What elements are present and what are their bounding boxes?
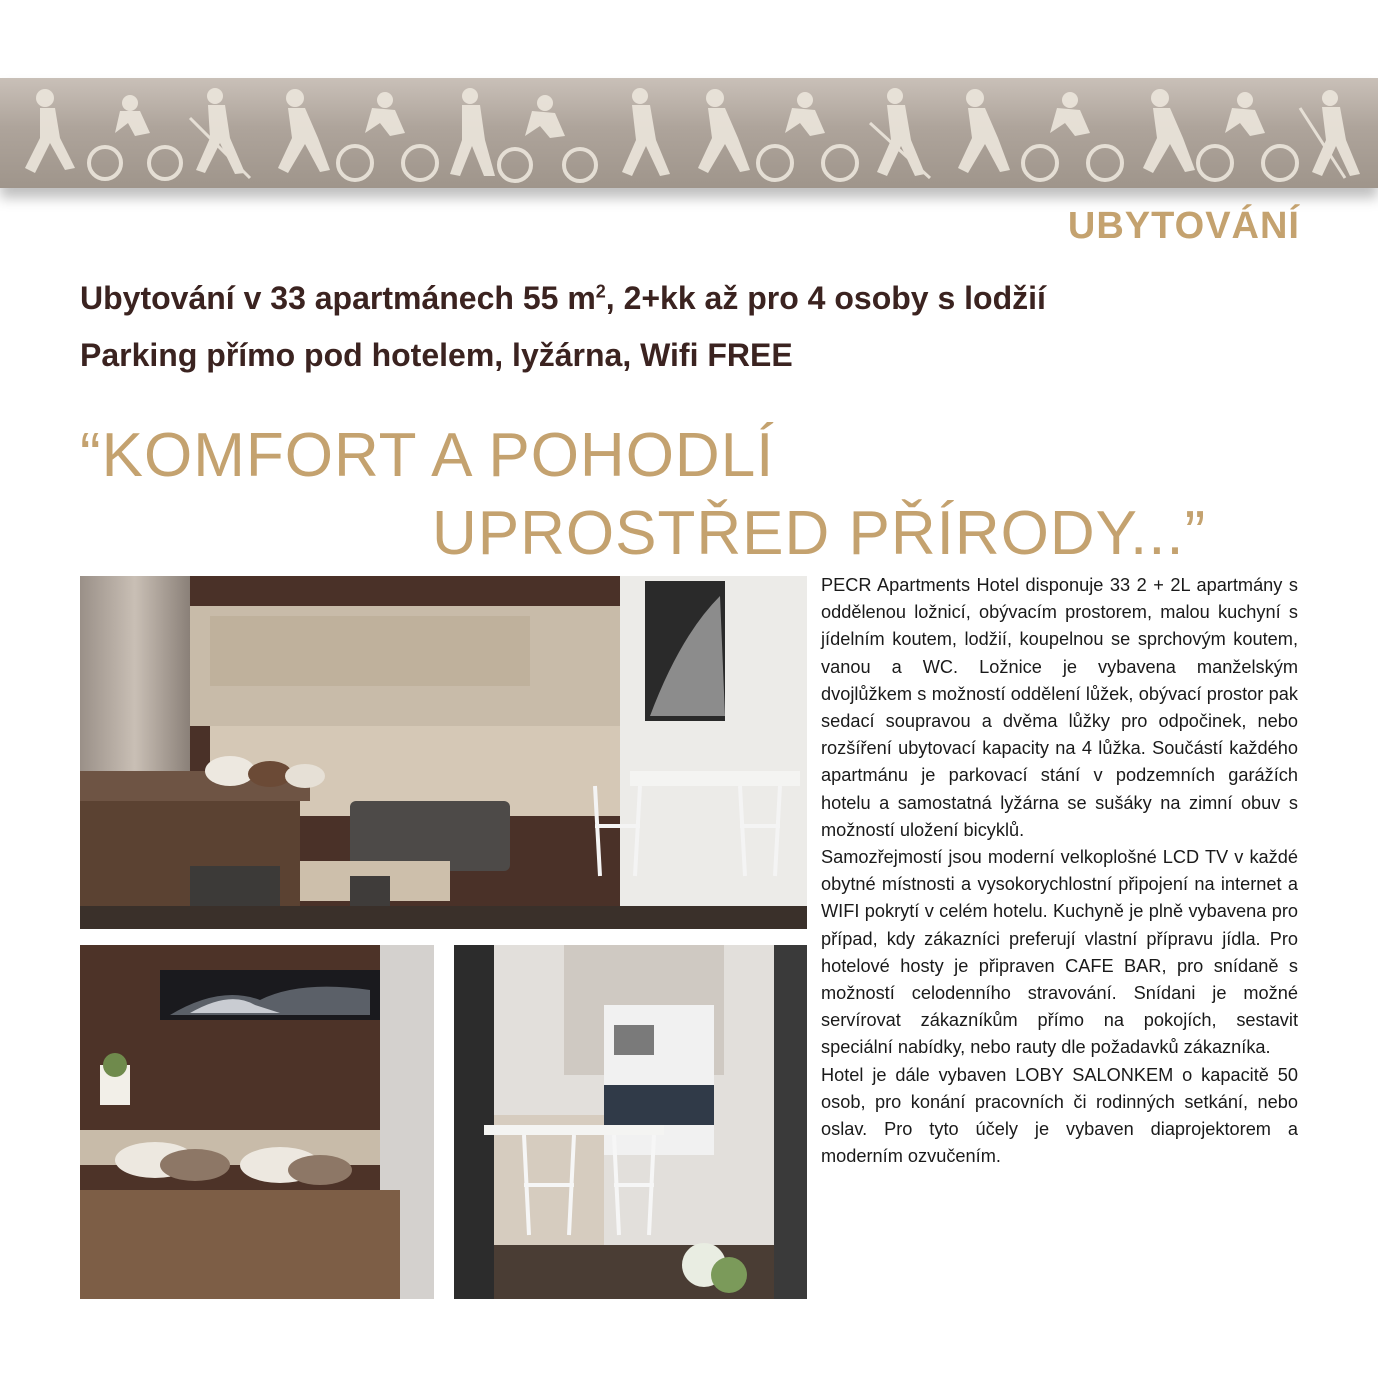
headline-amenities: Parking přímo pod hotelem, lyžárna, Wifi FREE bbox=[80, 337, 793, 373]
quote-line-1: “KOMFORT A POHODLÍ bbox=[80, 421, 775, 490]
section-title: UBYTOVÁNÍ bbox=[1067, 205, 1300, 247]
photo-bedroom bbox=[80, 945, 434, 1299]
headline-apartments-suffix: , 2+kk až pro 4 osoby s lodžií bbox=[605, 280, 1046, 316]
quote-line-2: UPROSTŘED PŘÍRODY...” bbox=[432, 499, 1207, 568]
description-paragraph-1: PECR Apartments Hotel disponuje 33 2 + 2L apartmány s oddělenou ložnicí, obývacím prostorem, malou kuchyní s jídelním koutem, lodžií, koupelnou se sprchovým koutem, vanou a WC. Ložnice je vybavena manželským dvojlůžkem s možností oddělení lůžek, obývací prostor pak sedací soupravou a dvěma lůžky pro odpočinek, nebo rozšíření ubytovací kapacity na 4 lůžka. Součástí každého apartmánu je parkovací stání v podzemních garážích hotelu a samostatná lyžárna se sušáky na zimní obuv s možností uložení bicyklů. bbox=[821, 575, 1298, 840]
description-paragraph-3: Hotel je dále vybaven LOBY SALONKEM o kapacitě 50 osob, pro konání pracovních či rodinných setkání, nebo oslav. Pro tyto účely je vybaven diaprojektorem a moderním ozvučením. bbox=[821, 1064, 1298, 1167]
headline-apartments bbox=[80, 280, 1046, 317]
silhouettes-art bbox=[0, 78, 1378, 188]
headline-apartments-prefix: Ubytování v 33 apartmánech 55 m bbox=[80, 280, 596, 316]
sport-silhouettes-banner bbox=[0, 78, 1378, 188]
square-superscript: 2 bbox=[595, 281, 606, 302]
description-text bbox=[821, 572, 1298, 1170]
photo-living-room bbox=[80, 576, 807, 929]
description-paragraph-2: Samozřejmostí jsou moderní velkoplošné LCD TV v každé obytné místnosti a vysokorychlostní připojení na internet a WIFI pokrytí v celém hotelu. Kuchyně je plně vybavena pro případ, kdy zákazníci preferují vlastní přípravu jídla. Pro hotelové hosty je připraven CAFE BAR, pro snídaně s možností celodenního stravování. Snídani je možné servírovat zákazníkům přímo na pokojích, sestavit speciální nabídky, nebo rauty dle požadavků zákazníka. bbox=[821, 847, 1298, 1058]
photo-kitchen bbox=[454, 945, 807, 1299]
